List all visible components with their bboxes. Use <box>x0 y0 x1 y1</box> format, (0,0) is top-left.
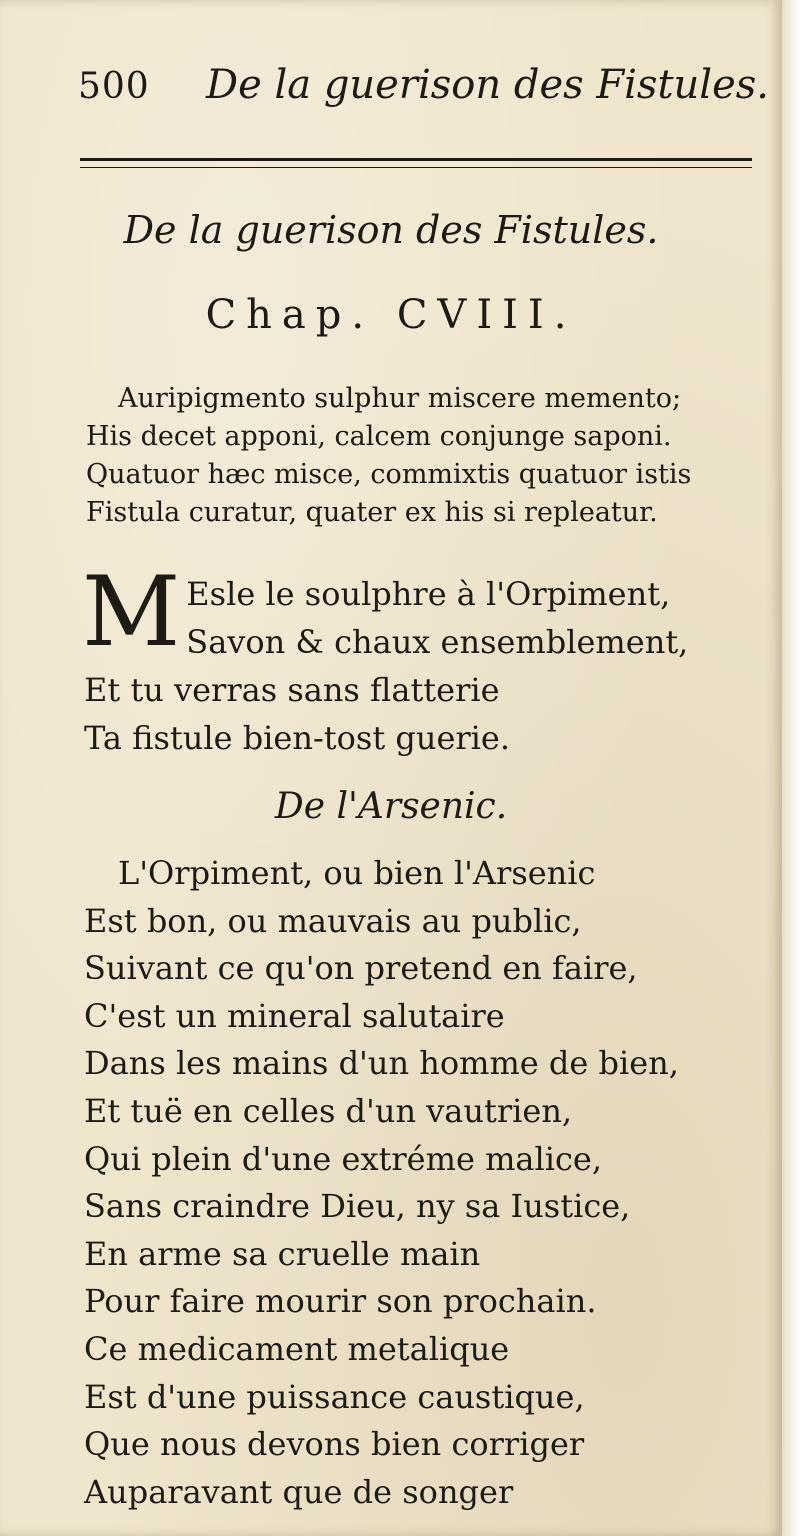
latin-line: Fistula curatur, quater ex his si repleatur. <box>86 497 658 528</box>
french-verse-one <box>82 556 784 762</box>
verse-line: Suivant ce qu'on pretend en faire, <box>84 949 638 988</box>
verse-line: Et tuë en celles d'un vautrien, <box>84 1091 573 1130</box>
verse-line: Auparavant que de songer <box>84 1472 514 1511</box>
latin-line: His decet apponi, calcem conjunge saponi. <box>86 421 672 452</box>
page-number: 500 <box>78 66 150 107</box>
verse-line: En arme sa cruelle main <box>84 1234 481 1273</box>
verse-line: C'est un mineral salutaire <box>84 996 505 1035</box>
verse-line: Ce medicament metalique <box>84 1329 510 1368</box>
verse-line: Est d'une puissance caustique, <box>84 1377 585 1416</box>
latin-line: Quatuor hæc misce, commixtis quatuor istis <box>86 459 692 490</box>
latin-verse <box>86 380 766 532</box>
page-edge <box>782 0 800 1536</box>
verse-line: L'Orpiment, ou bien l'Arsenic <box>118 854 596 892</box>
verse-line: Dans les mains d'un homme de bien, <box>84 1044 679 1083</box>
verse-line: Ta fistule bien-tost guerie. <box>84 719 511 757</box>
verse-line: Est bon, ou mauvais au public, <box>84 901 582 940</box>
verse-line: Et tu verras sans flatterie <box>84 671 500 709</box>
header-rule <box>80 158 752 168</box>
verse-line: Pour faire mourir son prochain. <box>84 1282 597 1321</box>
section-title: De la guerison des Fistules. <box>123 208 659 252</box>
verse-line: Qui plein d'une extréme malice, <box>84 1139 602 1178</box>
chapter-label: Chap. <box>205 292 375 338</box>
french-verse-two <box>84 850 784 1516</box>
running-title: De la guerison des Fistules. <box>206 62 769 108</box>
running-head <box>78 62 769 122</box>
subheading-arsenic: De l'Arsenic. <box>274 786 508 827</box>
chapter-number: CVIII. <box>396 292 577 338</box>
verse-line: Savon & chaux ensemblement, <box>186 623 689 661</box>
drop-cap: M <box>82 556 181 668</box>
latin-line: Auripigmento sulphur miscere memento; <box>118 383 682 414</box>
verse-line: Esle le soulphre à l'Orpiment, <box>186 575 671 613</box>
verse-line: Sans craindre Dieu, ny sa Iustice, <box>84 1187 631 1226</box>
verse-line: Que nous devons bien corriger <box>84 1425 585 1464</box>
chapter-heading <box>0 292 782 338</box>
